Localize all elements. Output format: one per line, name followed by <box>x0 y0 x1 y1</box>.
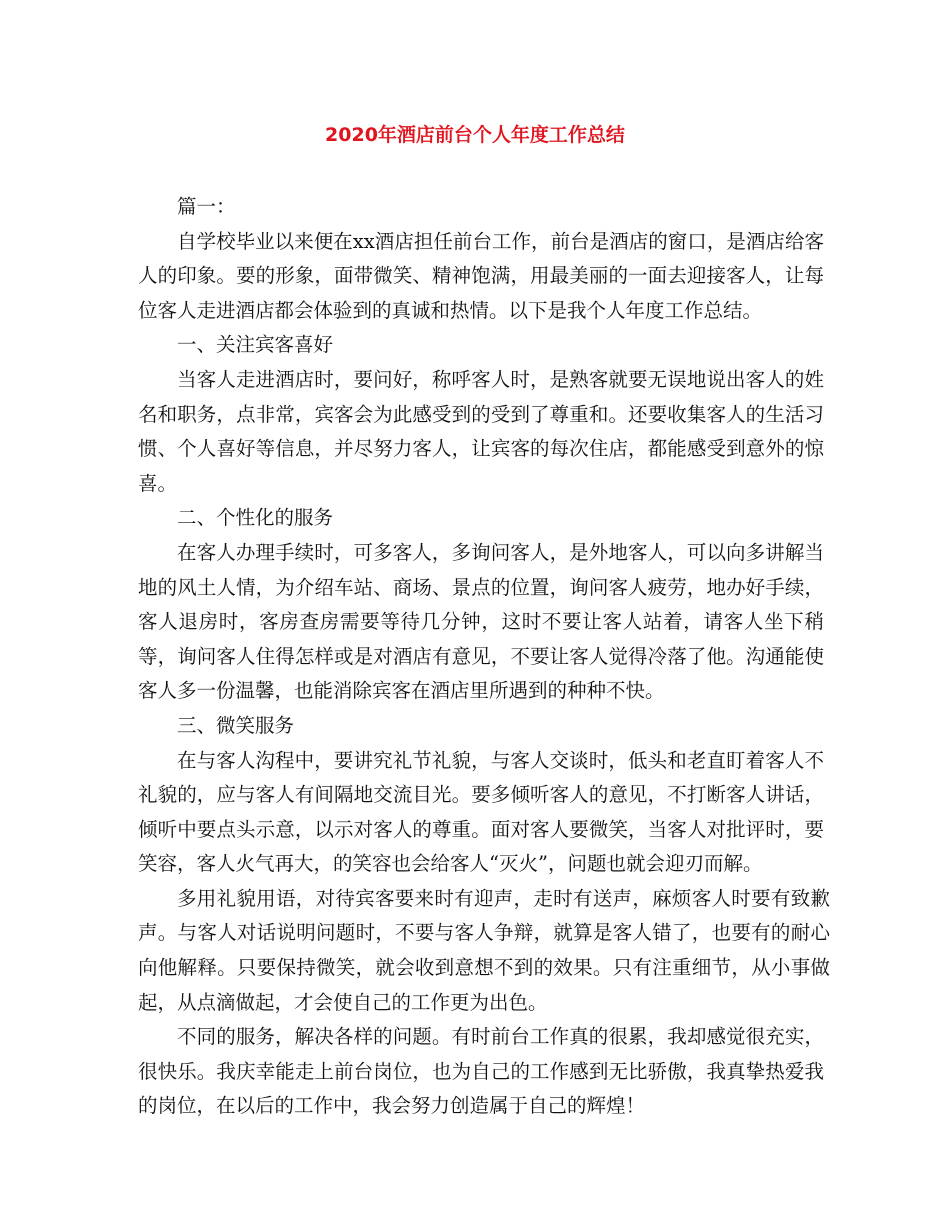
intro-paragraph: 自学校毕业以来便在xx酒店担任前台工作，前台是酒店的窗口，是酒店给客人的印象。要的形象，面带微笑、精神饱满，用最美丽的一面去迎接客人，让每位客人走进酒店都会体验到的真诚和热情。以下是我个人年度工作总结。 <box>138 229 824 322</box>
section-heading: 三、微笑服务 <box>177 713 295 737</box>
section-heading: 一、关注宾客喜好 <box>177 333 334 357</box>
document-title: 2020年酒店前台个人年度工作总结 <box>325 124 625 146</box>
section-label: 篇一： <box>177 195 236 218</box>
section-heading: 二、个性化的服务 <box>177 506 334 530</box>
body-paragraph: 在客人办理手续时，可多客人，多询问客人，是外地客人，可以向多讲解当地的风土人情，为介绍车站、商场、景点的位置，询问客人疲劳，地办好手续，客人退房时，客房查房需要等待几分钟，这时不要让客人站着，请客人坐下稍等，询问客人住得怎样或是对酒店有意见，不要让客人觉得冷落了他。沟通能使客人多一份温馨，也能消除宾客在酒店里所遇到的种种不快。 <box>138 540 824 703</box>
body-paragraph: 多用礼貌用语，对待宾客要来时有迎声，走时有送声，麻烦客人时要有致歉声。与客人对话说明问题时，不要与客人争辩，就算是客人错了，也要有的耐心向他解释。只要保持微笑，就会收到意想不到的效果。只有注重细节，从小事做起，从点滴做起，才会使自己的工作更为出色。 <box>138 886 830 1014</box>
body-paragraph: 在与客人沟程中，要讲究礼节礼貌，与客人交谈时，低头和老直盯着客人不礼貌的，应与客人有间隔地交流目光。要多倾听客人的意见，不打断客人讲话，倾听中要点头示意，以示对客人的尊重。面对客人要微笑，当客人对批评时，要笑容，客人火气再大，的笑容也会给客人“灭火”，问题也就会迎刃而解。 <box>138 748 824 876</box>
closing-paragraph: 不同的服务，解决各样的问题。有时前台工作真的很累，我却感觉很充实，很快乐。我庆幸能走上前台岗位，也为自己的工作感到无比骄傲，我真挚热爱我的岗位，在以后的工作中，我会努力创造属于自己的辉煌！ <box>138 1025 824 1118</box>
body-paragraph: 当客人走进酒店时，要问好，称呼客人时，是熟客就要无误地说出客人的姓名和职务，点非常，宾客会为此感受到的受到了尊重和。还要收集客人的生活习惯、个人喜好等信息，并尽努力客人，让宾客的每次住店，都能感受到意外的惊喜。 <box>138 367 824 495</box>
document-body <box>138 190 830 1124</box>
